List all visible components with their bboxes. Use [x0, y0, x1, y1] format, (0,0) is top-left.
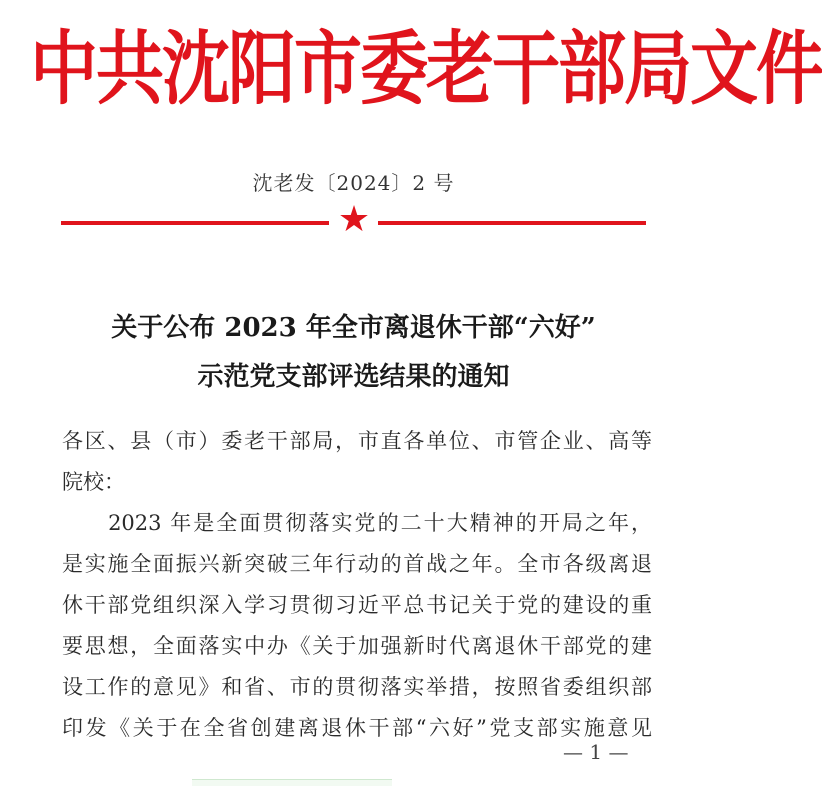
notice-title-line-1: 关于公布 2023 年全市离退休干部“六好” — [111, 313, 596, 343]
red-star-icon: ★ — [337, 199, 371, 240]
body-line: 要思想，全面落实中办《关于加强新时代离退休干部党的建 — [62, 634, 652, 658]
body-line: 是实施全面振兴新突破三年行动的首战之年。全市各级离退 — [62, 552, 652, 576]
bottom-edge-tab — [192, 779, 392, 786]
body-line: 设工作的意见》和省、市的贯彻落实举措，按照省委组织部 — [62, 675, 652, 699]
red-divider-left — [61, 221, 329, 225]
notice-title-line-2: 示范党支部评选结果的通知 — [197, 362, 510, 392]
document-number: 沈老发〔2024〕2 号 — [252, 171, 455, 195]
body-line: 各区、县（市）委老干部局，市直各单位、市管企业、高等 — [62, 429, 652, 453]
red-divider-right — [378, 221, 646, 225]
body-line: 2023 年是全面贯彻落实党的二十大精神的开局之年， — [62, 511, 652, 535]
body-line: 休干部党组织深入学习贯彻习近平总书记关于党的建设的重 — [62, 593, 652, 617]
body-line: 印发《关于在全省创建离退休干部“六好”党支部实施意见 — [62, 716, 652, 740]
page-number: — 1 — — [563, 740, 629, 764]
document-masthead: 中共沈阳市委老干部局文件 — [30, 23, 822, 117]
body-line: 院校： — [62, 470, 125, 494]
